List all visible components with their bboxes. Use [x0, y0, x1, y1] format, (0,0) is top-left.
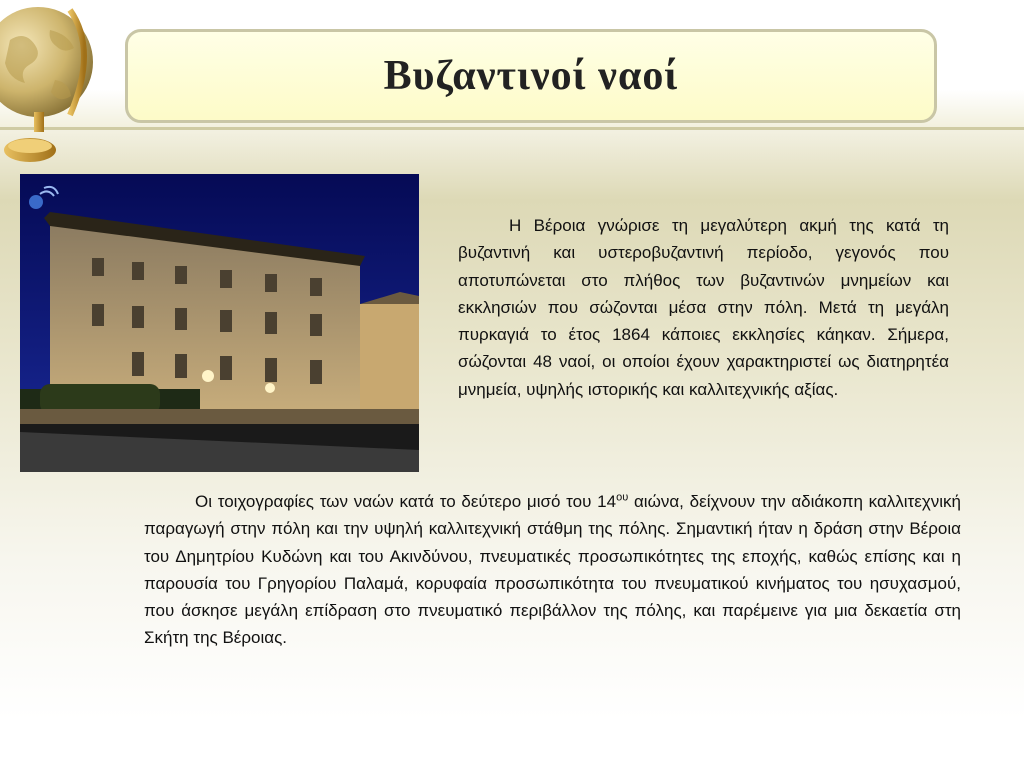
- paragraph-veria-history: Η Βέροια γνώρισε τη μεγαλύτερη ακμή της κατά τη βυζαντινή και υστεροβυζαντινή περίοδο, γεγονός που αποτυπώνεται στο πλήθος των βυζαντινών μνημείων και εκκλησιών που σώζονται μέσα στην πόλη. Μετά τη μεγάλη πυρκαγιά το έτος 1864 κάποιες εκκλησίες κάηκαν. Σήμερα, σώζονται 48 ναοί, οι οποίοι έχουν χαρακτηριστεί ως διατηρητέα μνημεία, υψηλής ιστορικής και καλλιτεχνικής αξίας.: [458, 216, 949, 399]
- globe-icon: [0, 0, 100, 170]
- title-box: [125, 29, 937, 123]
- paragraph-frescoes: [144, 488, 961, 652]
- paragraph-frescoes-part2: αιώνα, δείχνουν την αδιάκοπη καλλιτεχνική παραγωγή στην πόλη και την υψηλή καλλιτεχνική στάθμη της πόλης. Σημαντική ήταν η δράση στην Βέροια του Δημητρίου Κυδώνη και του Ακινδύνου, πνευματικές προσωπικότητες της εποχής, καθώς επίσης και η παρουσία του Γρηγορίου Παλαμά, κορυφαία προσωπικότητα του πνευματικού κινήματος του ησυχασμού, που άσκησε μεγάλη επίδραση στο πνευματικό περιβάλλον της πόλης, και παρέμεινε για μια δεκαετία στη Σκήτη της Βέροιας.: [144, 492, 961, 648]
- slide-title: Βυζαντινοί ναοί: [383, 53, 679, 99]
- header-divider: [0, 127, 1024, 130]
- building-photo: [20, 174, 419, 472]
- paragraph-frescoes-part1: Οι τοιχογραφίες των ναών κατά το δεύτερο μισό του 14: [195, 492, 617, 511]
- century-superscript: ου: [616, 491, 629, 504]
